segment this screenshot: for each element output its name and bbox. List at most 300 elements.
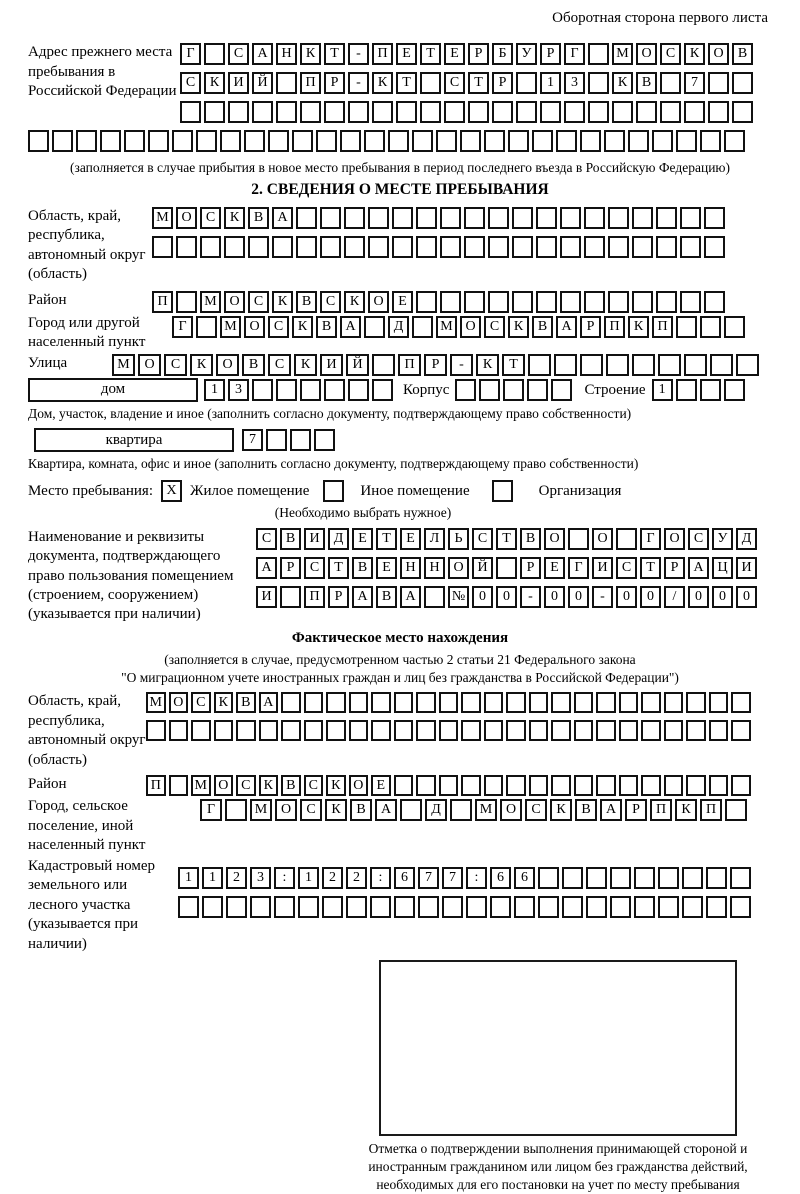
- char-cell[interactable]: [388, 130, 409, 152]
- char-cell[interactable]: [424, 586, 445, 608]
- char-cell[interactable]: [514, 896, 535, 918]
- char-cell[interactable]: С: [304, 775, 324, 796]
- char-cell[interactable]: [394, 692, 414, 713]
- char-cell[interactable]: [731, 692, 751, 713]
- char-cell[interactable]: [394, 775, 414, 796]
- char-cell[interactable]: [488, 291, 509, 313]
- char-cell[interactable]: О: [244, 316, 265, 338]
- char-cell[interactable]: У: [516, 43, 537, 65]
- char-cell[interactable]: [326, 720, 346, 741]
- char-cell[interactable]: [656, 291, 677, 313]
- char-cell[interactable]: [52, 130, 73, 152]
- char-cell[interactable]: [684, 101, 705, 123]
- char-cell[interactable]: К: [612, 72, 633, 94]
- char-cell[interactable]: [706, 867, 727, 889]
- char-cell[interactable]: [660, 72, 681, 94]
- char-cell[interactable]: [460, 130, 481, 152]
- char-cell[interactable]: [736, 354, 759, 376]
- char-cell[interactable]: Р: [580, 316, 601, 338]
- char-cell[interactable]: [344, 236, 365, 258]
- char-cell[interactable]: [371, 720, 391, 741]
- char-cell[interactable]: [506, 775, 526, 796]
- char-cell[interactable]: А: [256, 557, 277, 579]
- char-cell[interactable]: [484, 775, 504, 796]
- char-cell[interactable]: [364, 316, 385, 338]
- char-cell[interactable]: И: [228, 72, 249, 94]
- char-cell[interactable]: [604, 130, 625, 152]
- char-cell[interactable]: В: [350, 799, 372, 821]
- char-cell[interactable]: [527, 379, 548, 401]
- char-cell[interactable]: С: [300, 799, 322, 821]
- char-cell[interactable]: [700, 316, 721, 338]
- char-cell[interactable]: К: [628, 316, 649, 338]
- char-cell[interactable]: 1: [540, 72, 561, 94]
- char-cell[interactable]: С: [228, 43, 249, 65]
- char-cell[interactable]: С: [164, 354, 187, 376]
- char-cell[interactable]: [416, 720, 436, 741]
- char-cell[interactable]: [704, 291, 725, 313]
- char-cell[interactable]: Е: [352, 528, 373, 550]
- char-cell[interactable]: 7: [684, 72, 705, 94]
- char-cell[interactable]: [442, 896, 463, 918]
- char-cell[interactable]: [276, 101, 297, 123]
- char-cell[interactable]: П: [372, 43, 393, 65]
- char-cell[interactable]: [371, 692, 391, 713]
- char-cell[interactable]: [274, 896, 295, 918]
- char-cell[interactable]: А: [600, 799, 622, 821]
- char-cell[interactable]: [560, 207, 581, 229]
- char-cell[interactable]: [196, 130, 217, 152]
- char-cell[interactable]: Е: [392, 291, 413, 313]
- char-cell[interactable]: [564, 101, 585, 123]
- char-cell[interactable]: И: [304, 528, 325, 550]
- char-cell[interactable]: [676, 379, 697, 401]
- char-cell[interactable]: :: [370, 867, 391, 889]
- char-cell[interactable]: 2: [226, 867, 247, 889]
- char-cell[interactable]: [468, 101, 489, 123]
- char-cell[interactable]: [656, 207, 677, 229]
- char-cell[interactable]: В: [248, 207, 269, 229]
- char-cell[interactable]: М: [146, 692, 166, 713]
- char-cell[interactable]: [196, 316, 217, 338]
- char-cell[interactable]: [708, 72, 729, 94]
- char-cell[interactable]: Т: [496, 528, 517, 550]
- char-cell[interactable]: :: [274, 867, 295, 889]
- char-cell[interactable]: [340, 130, 361, 152]
- char-cell[interactable]: [484, 130, 505, 152]
- char-cell[interactable]: О: [636, 43, 657, 65]
- char-cell[interactable]: Е: [396, 43, 417, 65]
- char-cell[interactable]: [226, 896, 247, 918]
- char-cell[interactable]: М: [200, 291, 221, 313]
- char-cell[interactable]: [580, 130, 601, 152]
- char-cell[interactable]: [610, 896, 631, 918]
- char-cell[interactable]: К: [326, 775, 346, 796]
- char-cell[interactable]: К: [325, 799, 347, 821]
- char-cell[interactable]: Г: [180, 43, 201, 65]
- char-cell[interactable]: [516, 101, 537, 123]
- char-cell[interactable]: [178, 896, 199, 918]
- char-cell[interactable]: В: [520, 528, 541, 550]
- char-cell[interactable]: Т: [640, 557, 661, 579]
- char-cell[interactable]: [244, 130, 265, 152]
- char-cell[interactable]: [710, 354, 733, 376]
- char-cell[interactable]: 1: [204, 379, 225, 401]
- char-cell[interactable]: [326, 692, 346, 713]
- char-cell[interactable]: 0: [568, 586, 589, 608]
- char-cell[interactable]: О: [216, 354, 239, 376]
- char-cell[interactable]: №: [448, 586, 469, 608]
- char-cell[interactable]: [276, 72, 297, 94]
- char-cell[interactable]: Й: [472, 557, 493, 579]
- char-cell[interactable]: [596, 720, 616, 741]
- char-cell[interactable]: [346, 896, 367, 918]
- char-cell[interactable]: М: [191, 775, 211, 796]
- char-cell[interactable]: 1: [298, 867, 319, 889]
- char-cell[interactable]: [298, 896, 319, 918]
- char-cell[interactable]: М: [250, 799, 272, 821]
- char-cell[interactable]: В: [296, 291, 317, 313]
- char-cell[interactable]: [588, 72, 609, 94]
- char-cell[interactable]: Т: [420, 43, 441, 65]
- char-cell[interactable]: К: [294, 354, 317, 376]
- char-cell[interactable]: [632, 354, 655, 376]
- char-cell[interactable]: [641, 775, 661, 796]
- char-cell[interactable]: [461, 692, 481, 713]
- char-cell[interactable]: К: [292, 316, 313, 338]
- char-cell[interactable]: [682, 867, 703, 889]
- char-cell[interactable]: Г: [568, 557, 589, 579]
- char-cell[interactable]: [372, 101, 393, 123]
- char-cell[interactable]: 7: [242, 429, 263, 451]
- char-cell[interactable]: К: [550, 799, 572, 821]
- char-cell[interactable]: [730, 896, 751, 918]
- char-cell[interactable]: [612, 101, 633, 123]
- char-cell[interactable]: [281, 720, 301, 741]
- char-cell[interactable]: [394, 896, 415, 918]
- char-cell[interactable]: [656, 236, 677, 258]
- char-cell[interactable]: [290, 429, 311, 451]
- char-cell[interactable]: [551, 379, 572, 401]
- char-cell[interactable]: Т: [324, 43, 345, 65]
- char-cell[interactable]: [204, 43, 225, 65]
- char-cell[interactable]: [412, 130, 433, 152]
- char-cell[interactable]: М: [152, 207, 173, 229]
- char-cell[interactable]: О: [500, 799, 522, 821]
- char-cell[interactable]: [686, 692, 706, 713]
- char-cell[interactable]: О: [214, 775, 234, 796]
- char-cell[interactable]: [316, 130, 337, 152]
- char-cell[interactable]: [619, 720, 639, 741]
- char-cell[interactable]: [658, 354, 681, 376]
- char-cell[interactable]: [400, 799, 422, 821]
- char-cell[interactable]: А: [272, 207, 293, 229]
- char-cell[interactable]: Р: [328, 586, 349, 608]
- char-cell[interactable]: С: [444, 72, 465, 94]
- char-cell[interactable]: Е: [444, 43, 465, 65]
- char-cell[interactable]: [372, 354, 395, 376]
- char-cell[interactable]: [619, 775, 639, 796]
- char-cell[interactable]: Т: [396, 72, 417, 94]
- char-cell[interactable]: [281, 692, 301, 713]
- char-cell[interactable]: [641, 720, 661, 741]
- char-cell[interactable]: [259, 720, 279, 741]
- char-cell[interactable]: В: [352, 557, 373, 579]
- char-cell[interactable]: [732, 101, 753, 123]
- char-cell[interactable]: [619, 692, 639, 713]
- char-cell[interactable]: [450, 799, 472, 821]
- char-cell[interactable]: Р: [424, 354, 447, 376]
- char-cell[interactable]: [680, 207, 701, 229]
- char-cell[interactable]: [529, 720, 549, 741]
- char-cell[interactable]: Е: [544, 557, 565, 579]
- char-cell[interactable]: Р: [664, 557, 685, 579]
- char-cell[interactable]: [704, 207, 725, 229]
- char-cell[interactable]: Д: [388, 316, 409, 338]
- char-cell[interactable]: [439, 720, 459, 741]
- char-cell[interactable]: К: [372, 72, 393, 94]
- char-cell[interactable]: [709, 720, 729, 741]
- char-cell[interactable]: К: [508, 316, 529, 338]
- char-cell[interactable]: [250, 896, 271, 918]
- char-cell[interactable]: [658, 867, 679, 889]
- char-cell[interactable]: [169, 775, 189, 796]
- char-cell[interactable]: 3: [564, 72, 585, 94]
- char-cell[interactable]: П: [152, 291, 173, 313]
- char-cell[interactable]: А: [375, 799, 397, 821]
- char-cell[interactable]: [731, 775, 751, 796]
- char-cell[interactable]: К: [344, 291, 365, 313]
- char-cell[interactable]: 1: [652, 379, 673, 401]
- char-cell[interactable]: [492, 101, 513, 123]
- char-cell[interactable]: С: [525, 799, 547, 821]
- char-cell[interactable]: [461, 720, 481, 741]
- char-cell[interactable]: Т: [502, 354, 525, 376]
- char-cell[interactable]: [700, 379, 721, 401]
- char-cell[interactable]: [536, 207, 557, 229]
- char-cell[interactable]: О: [708, 43, 729, 65]
- char-cell[interactable]: [686, 720, 706, 741]
- char-cell[interactable]: [455, 379, 476, 401]
- char-cell[interactable]: Г: [640, 528, 661, 550]
- char-cell[interactable]: [724, 130, 745, 152]
- char-cell[interactable]: В: [575, 799, 597, 821]
- char-cell[interactable]: 6: [514, 867, 535, 889]
- char-cell[interactable]: [169, 720, 189, 741]
- char-cell[interactable]: [314, 429, 335, 451]
- char-cell[interactable]: [344, 207, 365, 229]
- char-cell[interactable]: С: [191, 692, 211, 713]
- char-cell[interactable]: [528, 354, 551, 376]
- char-cell[interactable]: [632, 207, 653, 229]
- char-cell[interactable]: Р: [540, 43, 561, 65]
- char-cell[interactable]: 1: [178, 867, 199, 889]
- char-cell[interactable]: М: [436, 316, 457, 338]
- char-cell[interactable]: А: [259, 692, 279, 713]
- char-cell[interactable]: [724, 379, 745, 401]
- char-cell[interactable]: [396, 101, 417, 123]
- char-cell[interactable]: С: [256, 528, 277, 550]
- char-cell[interactable]: [148, 130, 169, 152]
- char-cell[interactable]: [464, 236, 485, 258]
- char-cell[interactable]: В: [636, 72, 657, 94]
- char-cell[interactable]: [466, 896, 487, 918]
- char-cell[interactable]: [586, 896, 607, 918]
- char-cell[interactable]: [296, 236, 317, 258]
- char-cell[interactable]: [554, 354, 577, 376]
- char-cell[interactable]: [506, 692, 526, 713]
- char-cell[interactable]: [348, 101, 369, 123]
- char-cell[interactable]: [496, 557, 517, 579]
- char-cell[interactable]: Н: [400, 557, 421, 579]
- char-cell[interactable]: [372, 379, 393, 401]
- char-cell[interactable]: И: [736, 557, 757, 579]
- char-cell[interactable]: [725, 799, 747, 821]
- char-cell[interactable]: [676, 316, 697, 338]
- char-cell[interactable]: [580, 354, 603, 376]
- char-cell[interactable]: Е: [400, 528, 421, 550]
- char-cell[interactable]: [320, 236, 341, 258]
- char-cell[interactable]: П: [700, 799, 722, 821]
- other-premises-checkbox[interactable]: [323, 480, 344, 502]
- char-cell[interactable]: [416, 692, 436, 713]
- char-cell[interactable]: В: [732, 43, 753, 65]
- char-cell[interactable]: К: [476, 354, 499, 376]
- char-cell[interactable]: [146, 720, 166, 741]
- char-cell[interactable]: Й: [346, 354, 369, 376]
- char-cell[interactable]: [464, 207, 485, 229]
- char-cell[interactable]: [708, 101, 729, 123]
- char-cell[interactable]: [532, 130, 553, 152]
- char-cell[interactable]: Т: [376, 528, 397, 550]
- char-cell[interactable]: [506, 720, 526, 741]
- char-cell[interactable]: [732, 72, 753, 94]
- char-cell[interactable]: [680, 291, 701, 313]
- char-cell[interactable]: С: [268, 354, 291, 376]
- char-cell[interactable]: [392, 236, 413, 258]
- char-cell[interactable]: А: [688, 557, 709, 579]
- char-cell[interactable]: [416, 775, 436, 796]
- char-cell[interactable]: [632, 291, 653, 313]
- char-cell[interactable]: [634, 867, 655, 889]
- char-cell[interactable]: [100, 130, 121, 152]
- char-cell[interactable]: [608, 236, 629, 258]
- char-cell[interactable]: [439, 775, 459, 796]
- char-cell[interactable]: Г: [200, 799, 222, 821]
- char-cell[interactable]: В: [376, 586, 397, 608]
- char-cell[interactable]: 0: [712, 586, 733, 608]
- char-cell[interactable]: [512, 207, 533, 229]
- char-cell[interactable]: [512, 291, 533, 313]
- char-cell[interactable]: [664, 692, 684, 713]
- char-cell[interactable]: [292, 130, 313, 152]
- char-cell[interactable]: [252, 379, 273, 401]
- char-cell[interactable]: Т: [468, 72, 489, 94]
- char-cell[interactable]: [551, 775, 571, 796]
- char-cell[interactable]: [586, 867, 607, 889]
- char-cell[interactable]: [724, 316, 745, 338]
- char-cell[interactable]: [176, 236, 197, 258]
- char-cell[interactable]: [220, 130, 241, 152]
- char-cell[interactable]: [636, 101, 657, 123]
- char-cell[interactable]: [461, 775, 481, 796]
- char-cell[interactable]: К: [675, 799, 697, 821]
- char-cell[interactable]: [538, 896, 559, 918]
- char-cell[interactable]: Р: [280, 557, 301, 579]
- char-cell[interactable]: [412, 316, 433, 338]
- char-cell[interactable]: В: [242, 354, 265, 376]
- char-cell[interactable]: [440, 291, 461, 313]
- char-cell[interactable]: [224, 236, 245, 258]
- char-cell[interactable]: [416, 236, 437, 258]
- char-cell[interactable]: [704, 236, 725, 258]
- char-cell[interactable]: [700, 130, 721, 152]
- char-cell[interactable]: [632, 236, 653, 258]
- char-cell[interactable]: [680, 236, 701, 258]
- char-cell[interactable]: С: [268, 316, 289, 338]
- char-cell[interactable]: [368, 207, 389, 229]
- char-cell[interactable]: [574, 720, 594, 741]
- char-cell[interactable]: К: [204, 72, 225, 94]
- char-cell[interactable]: [584, 207, 605, 229]
- char-cell[interactable]: [392, 207, 413, 229]
- char-cell[interactable]: [180, 101, 201, 123]
- char-cell[interactable]: Д: [736, 528, 757, 550]
- char-cell[interactable]: [584, 236, 605, 258]
- char-cell[interactable]: С: [472, 528, 493, 550]
- char-cell[interactable]: [660, 101, 681, 123]
- char-cell[interactable]: П: [146, 775, 166, 796]
- char-cell[interactable]: [628, 130, 649, 152]
- char-cell[interactable]: Ц: [712, 557, 733, 579]
- char-cell[interactable]: [300, 379, 321, 401]
- char-cell[interactable]: [686, 775, 706, 796]
- char-cell[interactable]: С: [484, 316, 505, 338]
- char-cell[interactable]: [608, 291, 629, 313]
- char-cell[interactable]: [551, 720, 571, 741]
- char-cell[interactable]: К: [272, 291, 293, 313]
- char-cell[interactable]: О: [544, 528, 565, 550]
- char-cell[interactable]: У: [712, 528, 733, 550]
- char-cell[interactable]: О: [664, 528, 685, 550]
- char-cell[interactable]: [562, 867, 583, 889]
- char-cell[interactable]: [488, 207, 509, 229]
- char-cell[interactable]: -: [348, 72, 369, 94]
- char-cell[interactable]: [574, 775, 594, 796]
- char-cell[interactable]: 7: [418, 867, 439, 889]
- char-cell[interactable]: Р: [520, 557, 541, 579]
- char-cell[interactable]: [516, 72, 537, 94]
- char-cell[interactable]: [730, 867, 751, 889]
- char-cell[interactable]: -: [450, 354, 473, 376]
- char-cell[interactable]: [370, 896, 391, 918]
- char-cell[interactable]: К: [300, 43, 321, 65]
- char-cell[interactable]: П: [300, 72, 321, 94]
- char-cell[interactable]: [124, 130, 145, 152]
- char-cell[interactable]: Й: [252, 72, 273, 94]
- char-cell[interactable]: О: [448, 557, 469, 579]
- char-cell[interactable]: Н: [276, 43, 297, 65]
- char-cell[interactable]: [225, 799, 247, 821]
- char-cell[interactable]: К: [224, 207, 245, 229]
- char-cell[interactable]: Т: [328, 557, 349, 579]
- char-cell[interactable]: О: [592, 528, 613, 550]
- char-cell[interactable]: [538, 867, 559, 889]
- char-cell[interactable]: [503, 379, 524, 401]
- char-cell[interactable]: [418, 896, 439, 918]
- char-cell[interactable]: [228, 101, 249, 123]
- char-cell[interactable]: 0: [736, 586, 757, 608]
